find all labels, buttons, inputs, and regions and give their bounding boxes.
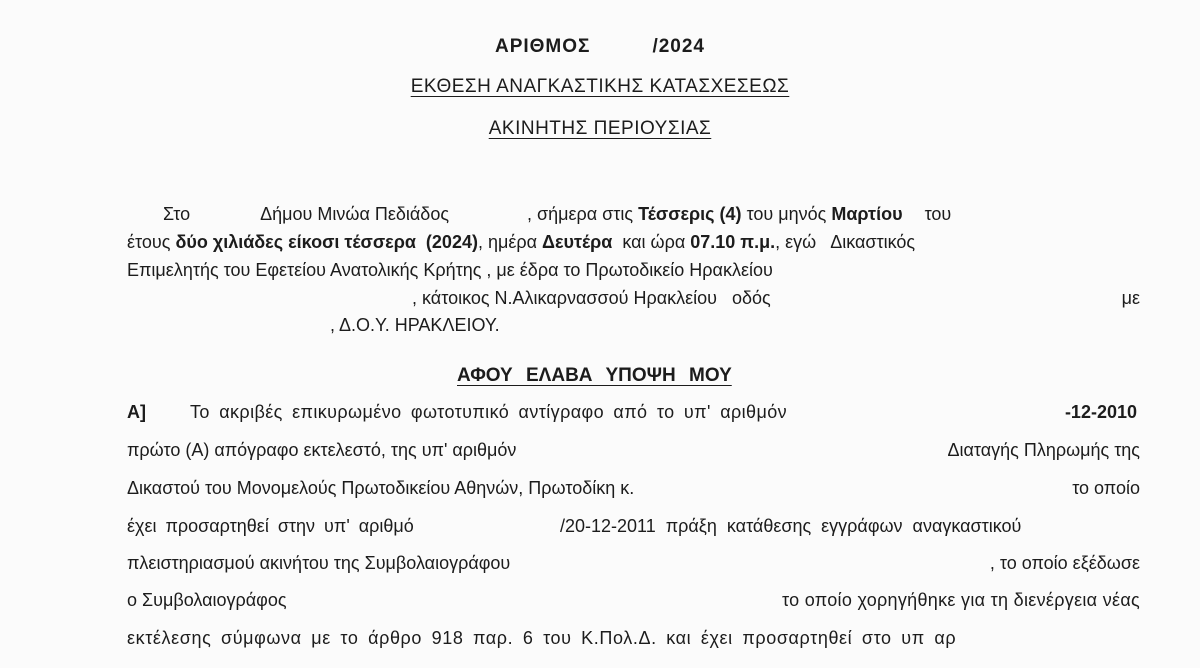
text: έτους: [127, 232, 171, 252]
text: κάτοικος Ν.Αλικαρνασσού Ηρακλείου: [422, 288, 717, 308]
item-a-line-7: εκτέλεσης σύμφωνα με το άρθρο 918 παρ. 6 του Κ.Πολ.Δ. και έχει προσαρτηθεί στο υπ αρ: [127, 628, 957, 648]
text: , εγώ: [775, 232, 817, 252]
bold-text: Τέσσερις (4): [638, 204, 742, 224]
text: Δικαστού του Μονομελούς Πρωτοδικείου Αθηνών, Πρωτοδίκη κ.: [127, 478, 635, 498]
text: /20-12-2011 πράξη κατάθεσης εγγράφων αναγκαστικού: [560, 516, 1022, 536]
text: , σήμερα στις: [527, 204, 634, 224]
number-suffix: /2024: [652, 36, 705, 57]
text: οδός: [732, 288, 771, 308]
bold-text: -12-2010: [1064, 402, 1137, 422]
intro-line-2: [127, 232, 915, 252]
text: Δικαστικός: [830, 232, 916, 252]
text: του: [924, 204, 952, 224]
text: ,: [412, 288, 418, 308]
text: έχει προσαρτηθεί στην υπ' αριθμό: [127, 516, 414, 536]
intro-line-4: [127, 288, 1140, 308]
item-a-line-2: [127, 440, 1140, 460]
intro-line-1: [163, 204, 1138, 224]
text: Διαταγής Πληρωμής της: [947, 440, 1140, 460]
text: και ώρα: [622, 232, 686, 252]
item-a-line-1: [127, 402, 1137, 422]
text: πρώτο (Α) απόγραφο εκτελεστό, της υπ' αριθμόν: [127, 440, 517, 460]
text: του μηνός: [746, 204, 827, 224]
intro-line-3: Επιμελητής του Εφετείου Ανατολικής Κρήτης , με έδρα το Πρωτοδικείο Ηρακλείου: [127, 260, 773, 280]
text: ο Συμβολαιογράφος: [127, 590, 287, 610]
bold-text: δύο χιλιάδες είκοσι τέσσερα: [175, 232, 416, 252]
intro-line-5: , Δ.Ο.Υ. ΗΡΑΚΛΕΙΟΥ.: [330, 315, 500, 335]
text: Στο: [163, 204, 191, 224]
text: με: [1121, 288, 1140, 308]
text: πλειστηριασμού ακινήτου της Συμβολαιογράφου: [127, 553, 511, 573]
document-subtitle: ΑΚΙΝΗΤΗΣ ΠΕΡΙΟΥΣΙΑΣ: [488, 118, 712, 139]
bold-text: 07.10 π.μ.: [690, 232, 776, 252]
text: Δήμου Μινώα Πεδιάδος: [260, 204, 450, 224]
item-a-line-3: [127, 478, 1140, 498]
text: , ημέρα: [477, 232, 538, 252]
item-a-line-4: [127, 516, 1140, 536]
bold-text: Δευτέρα: [542, 232, 613, 252]
text: το οποίο: [1072, 478, 1140, 498]
item-a-line-5: [127, 553, 1140, 573]
text: , το οποίο εξέδωσε: [989, 553, 1140, 573]
item-a-line-6: [127, 590, 1140, 610]
bold-text: Μαρτίου: [831, 204, 903, 224]
text: το οποίο χορηγήθηκε για τη διενέργεια νέας: [781, 590, 1140, 610]
document-title: ΕΚΘΕΣΗ ΑΝΑΓΚΑΣΤΙΚΗΣ ΚΑΤΑΣΧΕΣΕΩΣ: [410, 76, 790, 97]
number-label: ΑΡΙΘΜΟΣ: [494, 36, 591, 57]
item-label: Α]: [127, 402, 146, 422]
bold-text: (2024): [425, 232, 478, 252]
section-heading: ΑΦΟΥ ΕΛΑΒΑ ΥΠΟΨΗ ΜΟΥ: [457, 365, 732, 386]
text: Το ακριβές επικυρωμένο φωτοτυπικό αντίγραφο από το υπ' αριθμόν: [190, 402, 788, 422]
document-number: [0, 37, 1200, 57]
